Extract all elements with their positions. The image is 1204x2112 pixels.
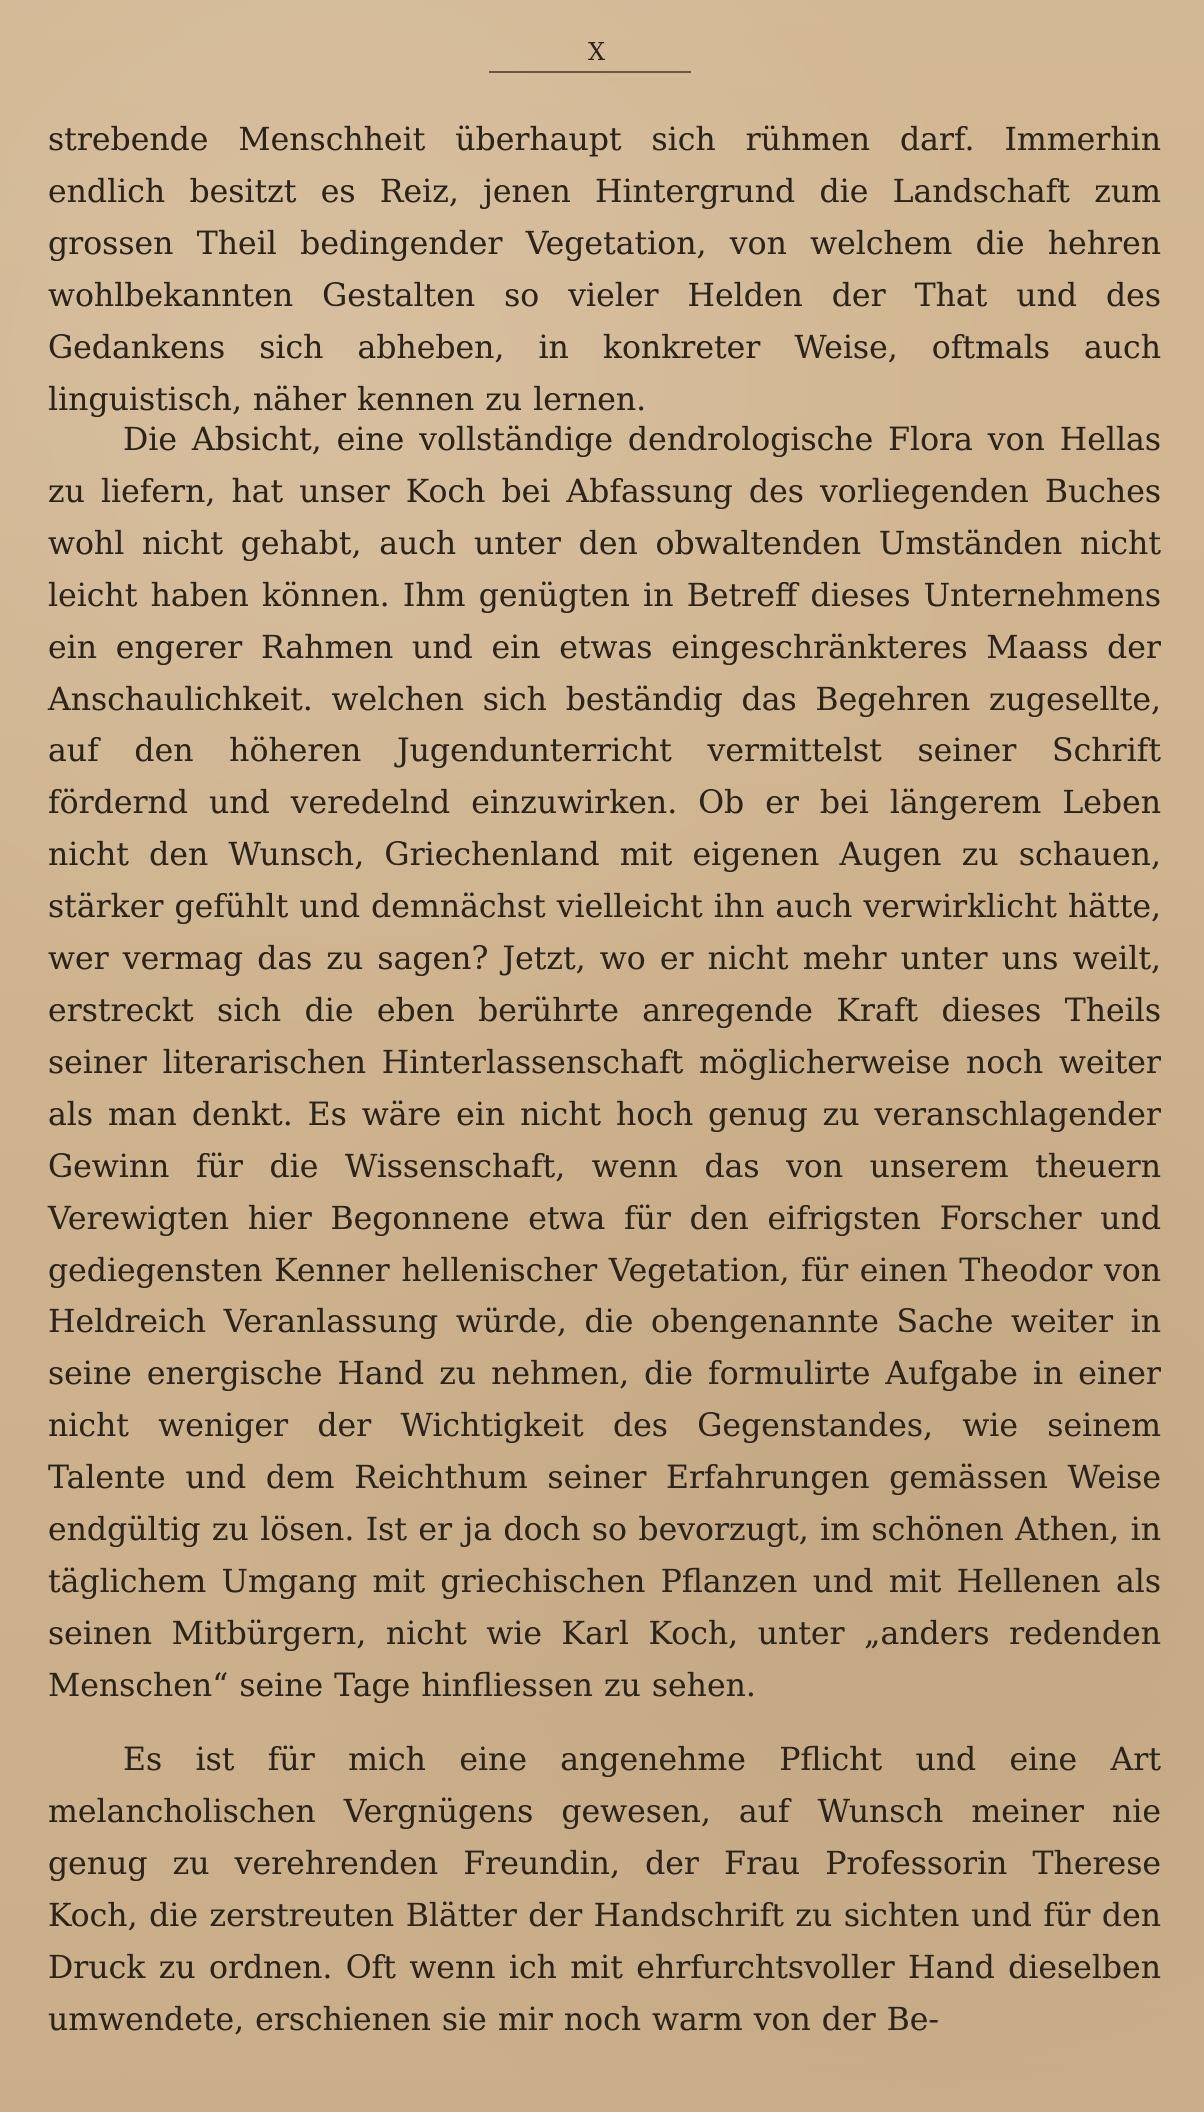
paragraph-1: [48, 115, 1161, 426]
paragraph-3: [48, 1735, 1161, 2046]
paragraph-text: Es ist für mich eine angenehme Pflicht und eine Art melancholischen Vergnügens gewesen, auf Wunsch meiner nie genug zu verehrenden Freundin, der Frau Professorin Therese Koch, die zerstreuten Blätter der Handschrift zu sichten und für den Druck zu ordnen. Oft wenn ich mit ehrfurchtsvoller Hand dieselben umwendete, erschienen sie mir noch warm von der Be-: [48, 1742, 1161, 2038]
page-number: X: [588, 38, 607, 66]
paragraph-2: [48, 415, 1161, 1713]
header-rule: [489, 71, 691, 73]
paragraph-text: strebende Menschheit überhaupt sich rühmen darf. Immerhin endlich besitzt es Reiz, jenen Hintergrund die Landschaft zum grossen Theil bedingender Vegetation, von welchem die hehren wohlbekannten Gestalten so vieler Helden der That und des Gedankens sich abheben, in konkreter Weise, oftmals auch linguistisch, näher kennen zu lernen.: [48, 122, 1161, 418]
page-header: [0, 38, 1204, 84]
paragraph-text: Die Absicht, eine vollständige dendrologische Flora von Hellas zu liefern, hat unser Koch bei Abfassung des vorliegenden Buches wohl nicht gehabt, auch unter den obwaltenden Umständen nicht leicht haben können. Ihm genügten in Betreff dieses Unternehmens ein engerer Rahmen und ein etwas eingeschränkteres Maass der Anschaulichkeit. welchen sich beständig das Begehren zugesellte, auf den höheren Jugendunterricht vermittelst seiner Schrift fördernd und veredelnd einzuwirken. Ob er bei längerem Leben nicht den Wunsch, Griechenland mit eigenen Augen zu schauen, stärker gefühlt und demnächst vielleicht ihn auch verwirklicht hätte, wer vermag das zu sagen? Jetzt, wo er nicht mehr unter uns weilt, erstreckt sich die eben berührte anregende Kraft dieses Theils seiner literarischen Hinterlassenschaft möglicherweise noch weiter als man denkt. Es wäre ein nicht hoch genug zu veranschlagender Gewinn für die Wissenschaft, wenn das von unserem theuern Verewigten hier Begonnene etwa für den eifrigsten Forscher und gediegensten Kenner hellenischer Vegetation, für einen Theodor von Heldreich Veranlassung würde, die obengenannte Sache weiter in seine energische Hand zu nehmen, die formulirte Aufgabe in einer nicht weniger der Wichtigkeit des Gegenstandes, wie seinem Talente und dem Reichthum seiner Erfahrungen gemässen Weise endgültig zu lösen. Ist er ja doch so bevorzugt, im schönen Athen, in täglichem Umgang mit griechischen Pflanzen und mit Hellenen als seinen Mitbürgern, nicht wie Karl Koch, unter „anders redenden Menschen“ seine Tage hinfliessen zu sehen.: [48, 422, 1161, 1704]
